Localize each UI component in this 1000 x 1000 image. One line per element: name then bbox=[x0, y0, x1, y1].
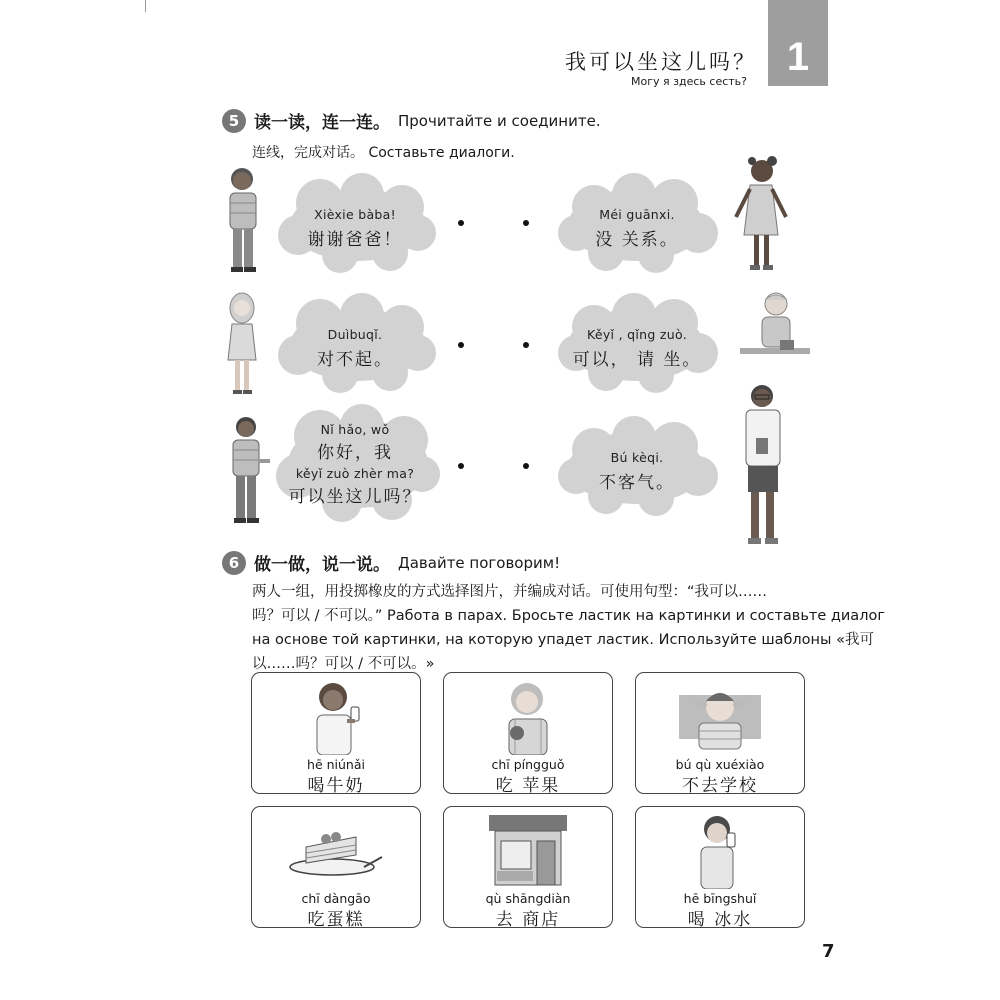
section-6-number: 6 bbox=[222, 551, 246, 575]
picture-card-go-shop[interactable] bbox=[443, 806, 613, 928]
instruction-line: на основе той картинки, на которую упадет ластик. Используйте шаблоны «我可 bbox=[252, 632, 874, 648]
speech-bubble-right-1 bbox=[552, 173, 722, 273]
instruction-line: 以……吗？可以 / 不可以。» bbox=[252, 656, 435, 672]
card-pinyin: bú qù xuéxiào bbox=[675, 757, 765, 772]
instruction-line: 吗？可以 / 不可以。” Работа в парах. Бросьте ластик на картинки и составьте диалог bbox=[252, 608, 885, 624]
picture-card-not-go-school[interactable] bbox=[635, 672, 805, 794]
section-5-number: 5 bbox=[222, 109, 246, 133]
match-dot-left-3[interactable] bbox=[458, 463, 464, 469]
speech-bubble-right-3 bbox=[552, 416, 722, 516]
bubble-hanzi: 没 关系。 bbox=[595, 230, 679, 250]
card-hanzi: 吃蛋糕 bbox=[307, 910, 365, 930]
match-dot-left-2[interactable] bbox=[458, 342, 464, 348]
bubble-hanzi: 谢谢爸爸！ bbox=[307, 230, 403, 250]
card-hanzi: 不去学校 bbox=[682, 776, 758, 796]
section-6-instructions bbox=[252, 580, 885, 676]
man-figure-right-3 bbox=[738, 382, 788, 550]
section-5-instruction: 连线，完成对话。 Составьте диалоги. bbox=[252, 145, 515, 161]
speech-bubble-left-1 bbox=[270, 173, 440, 273]
bubble-pinyin: Kěyǐ , qǐng zuò. bbox=[587, 327, 687, 342]
speech-bubble-left-3 bbox=[270, 404, 440, 522]
bubble-hanzi: 你好，我 bbox=[317, 443, 393, 463]
speech-bubble-left-2 bbox=[270, 293, 440, 393]
grandpa-figure-right-2 bbox=[740, 290, 810, 365]
girl-drinking-milk-icon bbox=[252, 677, 420, 755]
bubble-pinyin: Duìbuqǐ. bbox=[327, 327, 383, 342]
girl-drinking-water-icon bbox=[636, 811, 804, 889]
match-dot-right-3[interactable] bbox=[523, 463, 529, 469]
card-pinyin: chī dàngāo bbox=[301, 891, 371, 906]
section-6-title-russian: Давайте поговорим! bbox=[398, 553, 561, 572]
bubble-pinyin: Xièxie bàba! bbox=[314, 207, 396, 222]
bubble-hanzi: 可以， 请 坐。 bbox=[572, 350, 702, 370]
cake-icon bbox=[252, 811, 420, 889]
unit-number-tab bbox=[768, 0, 828, 86]
match-dot-left-1[interactable] bbox=[458, 220, 464, 226]
unit-number: 1 bbox=[786, 35, 810, 79]
card-pinyin: chī píngguǒ bbox=[491, 757, 565, 772]
match-dot-right-2[interactable] bbox=[523, 342, 529, 348]
picture-card-drink-milk[interactable] bbox=[251, 672, 421, 794]
bubble-pinyin: Nǐ hǎo, wǒ bbox=[320, 422, 390, 437]
page-margin-line bbox=[145, 0, 146, 12]
bubble-hanzi-line-2: 可以坐这儿吗？ bbox=[288, 487, 422, 507]
bubble-pinyin: Méi guānxi. bbox=[599, 207, 675, 222]
bubble-pinyin-line-2: kěyǐ zuò zhèr ma? bbox=[295, 466, 415, 481]
section-6-title-chinese: 做一做，说一说。 bbox=[254, 555, 390, 575]
page-number: 7 bbox=[822, 941, 835, 962]
girl-eating-apple-icon bbox=[444, 677, 612, 755]
section-5-header bbox=[222, 108, 601, 133]
card-hanzi: 去 商店 bbox=[495, 910, 561, 930]
bubble-hanzi: 不客气。 bbox=[599, 473, 675, 493]
boy-figure-left-3 bbox=[222, 415, 272, 527]
girl-figure-left-2 bbox=[224, 290, 264, 398]
picture-card-eat-cake[interactable] bbox=[251, 806, 421, 928]
section-5-title-russian: Прочитайте и соедините. bbox=[398, 111, 601, 130]
boy-relaxing-icon bbox=[636, 677, 804, 755]
card-pinyin: hē bīngshuǐ bbox=[683, 891, 757, 906]
section-6-header bbox=[222, 550, 560, 575]
card-pinyin: qù shāngdiàn bbox=[485, 891, 571, 906]
bubble-hanzi: 对不起。 bbox=[317, 350, 393, 370]
girl-figure-right-1 bbox=[732, 155, 788, 275]
shop-icon bbox=[444, 811, 612, 889]
bubble-pinyin: Bú kèqi. bbox=[610, 450, 664, 465]
lesson-title-chinese: 我可以坐这儿吗？ bbox=[565, 50, 757, 74]
card-hanzi: 喝牛奶 bbox=[307, 776, 365, 796]
match-dot-right-1[interactable] bbox=[523, 220, 529, 226]
picture-card-drink-ice-water[interactable] bbox=[635, 806, 805, 928]
boy-figure-left-1 bbox=[220, 165, 268, 277]
card-pinyin: hē niúnǎi bbox=[307, 757, 365, 772]
speech-bubble-right-2 bbox=[552, 293, 722, 393]
lesson-title-russian: Могу я здесь сесть? bbox=[631, 75, 747, 88]
instruction-line: 两人一组，用投掷橡皮的方式选择图片，并编成对话。可使用句型：“我可以…… bbox=[252, 584, 768, 600]
card-hanzi: 喝 冰水 bbox=[687, 910, 753, 930]
section-5-title-chinese: 读一读，连一连。 bbox=[254, 113, 390, 133]
card-hanzi: 吃 苹果 bbox=[495, 776, 561, 796]
picture-card-eat-apple[interactable] bbox=[443, 672, 613, 794]
